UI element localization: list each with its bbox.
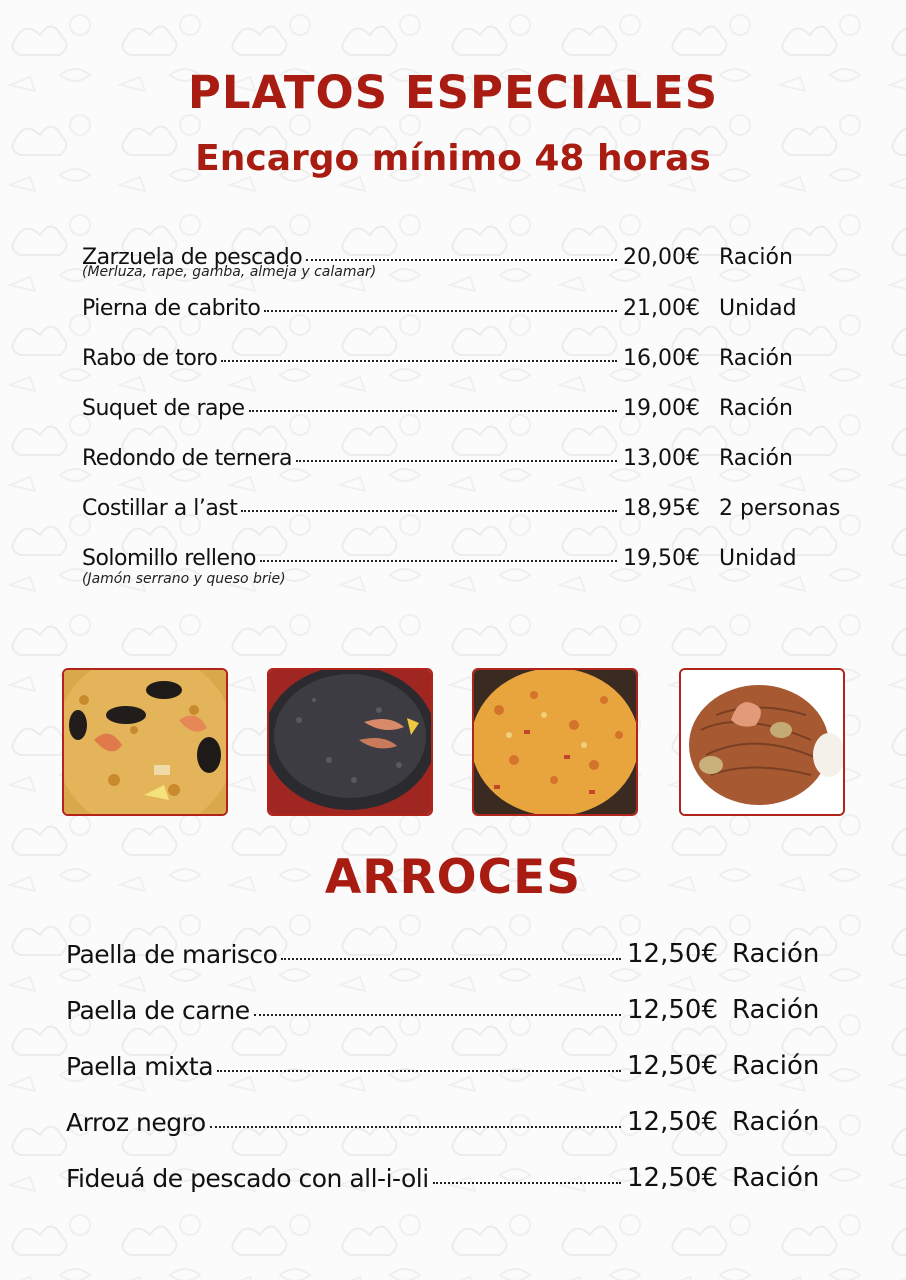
list-item	[66, 1103, 820, 1137]
item-name: Solomillo relleno	[82, 546, 256, 571]
item-unit: 2 personas	[719, 496, 841, 521]
dot-leader	[264, 310, 617, 312]
dot-leader	[210, 1126, 621, 1128]
item-price: 12,50€	[627, 1107, 718, 1137]
item-note: (Jamón serrano y queso brie)	[82, 571, 286, 587]
dot-leader	[221, 360, 617, 362]
list-item	[66, 991, 820, 1025]
list-item	[82, 437, 793, 471]
item-name: Redondo de ternera	[82, 446, 292, 471]
item-price: 19,50€	[623, 546, 700, 571]
item-price: 13,00€	[623, 446, 700, 471]
item-unit: Ración	[719, 396, 793, 421]
item-price: 12,50€	[627, 939, 718, 969]
item-name: Paella de carne	[66, 996, 250, 1025]
list-item	[66, 1047, 820, 1081]
item-name: Paella de marisco	[66, 940, 278, 969]
dot-leader	[260, 560, 617, 562]
dot-leader	[241, 510, 617, 512]
list-item	[82, 287, 797, 321]
item-unit: Unidad	[719, 546, 797, 571]
list-item	[82, 537, 797, 571]
list-item	[82, 337, 793, 371]
item-name: Costillar a l’ast	[82, 496, 238, 521]
item-price: 12,50€	[627, 995, 718, 1025]
list-item	[66, 935, 820, 969]
item-unit: Ración	[732, 939, 820, 969]
dot-leader	[249, 410, 618, 412]
item-price: 18,95€	[623, 496, 700, 521]
item-unit: Ración	[719, 245, 793, 270]
specials-title: PLATOS ESPECIALES	[187, 66, 719, 119]
item-note: (Merluza, rape, gamba, almeja y calamar)	[82, 264, 377, 280]
item-price: 16,00€	[623, 346, 700, 371]
item-unit: Ración	[732, 1107, 820, 1137]
item-unit: Ración	[719, 346, 793, 371]
dot-leader	[433, 1182, 621, 1184]
item-name: Suquet de rape	[82, 396, 245, 421]
dot-leader	[306, 259, 617, 261]
item-unit: Ración	[732, 1051, 820, 1081]
item-unit: Ración	[732, 1163, 820, 1193]
dot-leader	[281, 958, 621, 960]
item-price: 12,50€	[627, 1163, 718, 1193]
item-unit: Unidad	[719, 296, 797, 321]
dot-leader	[296, 460, 617, 462]
item-price: 19,00€	[623, 396, 700, 421]
item-name: Paella mixta	[66, 1052, 214, 1081]
dot-leader	[254, 1014, 621, 1016]
list-item	[82, 387, 793, 421]
item-unit: Ración	[732, 995, 820, 1025]
list-item	[82, 487, 841, 521]
item-price: 21,00€	[623, 296, 700, 321]
list-item	[66, 1159, 820, 1193]
dot-leader	[217, 1070, 621, 1072]
specials-subtitle: Encargo mínimo 48 horas	[195, 138, 711, 179]
seafood-paella-photo	[62, 668, 228, 816]
mixed-paella-photo	[472, 668, 638, 816]
item-name: Rabo de toro	[82, 346, 218, 371]
photo-strip	[62, 668, 844, 814]
item-name: Zarzuela de pescado	[82, 245, 303, 270]
item-name: Fideuá de pescado con all-i-oli	[66, 1164, 429, 1193]
item-name: Arroz negro	[66, 1108, 206, 1137]
black-rice-photo	[267, 668, 433, 816]
rices-title: ARROCES	[324, 850, 582, 905]
item-name: Pierna de cabrito	[82, 296, 261, 321]
item-price: 20,00€	[623, 245, 700, 270]
fideua-photo	[679, 668, 845, 816]
item-price: 12,50€	[627, 1051, 718, 1081]
item-unit: Ración	[719, 446, 793, 471]
